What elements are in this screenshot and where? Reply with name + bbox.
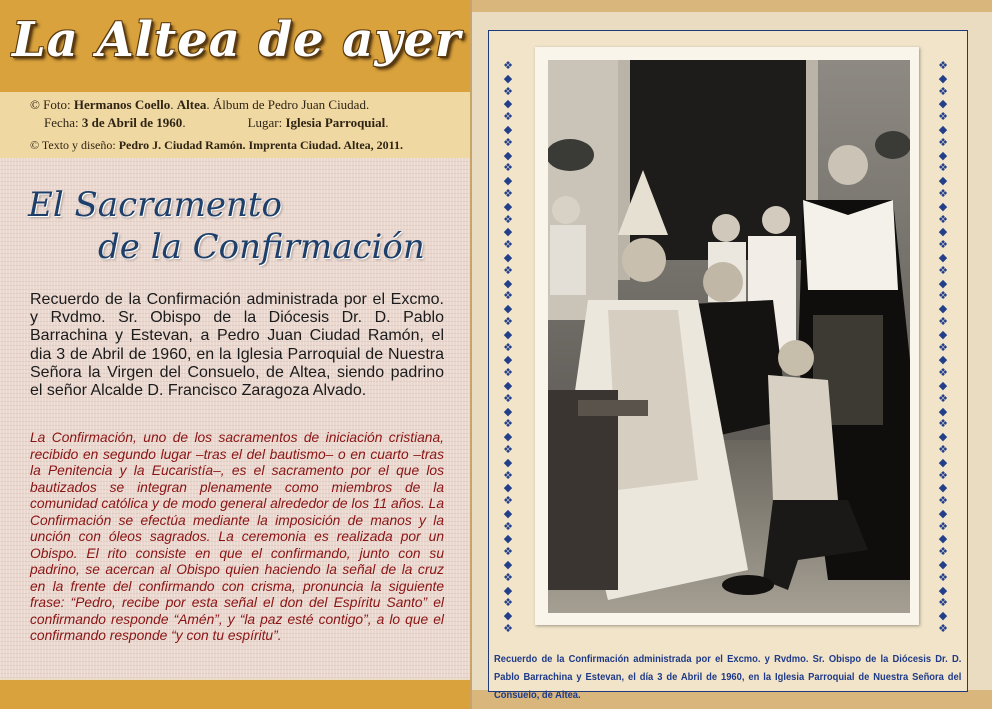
text-design-credit-line: © Texto y diseño: Pedro J. Ciudad Ramón. Imprenta Ciudad. Altea, 2011. <box>30 138 403 152</box>
ornament-border-left: ❖ ◆ ❖ ◆ ❖ ◆ ❖ ◆ ❖ ◆ ❖ ◆ ❖ ◆ ❖ ◆ ❖ ◆ ❖ ◆ ❖ ◆ ❖ ◆ ❖ ◆ ❖ ◆ ❖ ◆ ❖ ◆ ❖ ◆ ❖ ◆ ❖ ◆ ❖ ◆ ❖ ◆ ❖ ◆ ❖ <box>503 59 513 636</box>
page-title: La Altea de ayer <box>12 12 462 68</box>
date-location-line: Fecha: 3 de Abril de 1960. Lugar: Iglesia Parroquial. <box>44 115 389 130</box>
photo-card-caption: Recuerdo de la Confirmación administrada por el Excmo. y Rvdmo. Sr. Obispo de la Diócesis Dr. D. Pablo Barrachina y Estevan, el día 3 de Abril de 1960, en la Iglesia Parroquial de Nuestra Señora del Consuelo, de Altea. <box>494 654 962 701</box>
panel-divider <box>470 0 472 709</box>
photo-credit-line: © Foto: Hermanos Coello. Altea. Álbum de Pedro Juan Ciudad. <box>30 97 370 112</box>
bottom-bar <box>0 680 470 709</box>
article-intro-paragraph: Recuerdo de la Confirmación administrada por el Excmo. y Rvdmo. Sr. Obispo de la Diócesis Dr. D. Pablo Barrachina y Estevan, a Pedro Juan Ciudad Ramón, el dia 3 de Abril de 1960, en la Iglesia Parroquial de Nuestra Señora la Virgen del Consuelo, de Altea, siendo padrino el señor Alcalde D. Francisco Zaragoza Alvado. <box>30 291 444 400</box>
article-body-paragraph: La Confirmación, uno de los sacramentos de iniciación cristiana, recibido en segundo lugar –tras el del bautismo– o en cuarto –tras la Penitencia y la Eucaristía–, es el sacramento por el que los bautizados se integran plenamente como miembros de la comunidad católica y de modo general alrededor de los 11 años. La Confirmación se efectúa mediante la imposición de manos y la unción con óleos sagrados. La ceremonia es realizada por un Obispo. El rito consiste en que el confirmando, junto con su padrino, se acercan al Obispo quien haciendo la señal de la cruz en la frente del confirmando con crisma, pronuncia la siguiente frase: “Pedro, recibe por esta señal el don del Espíritu Santo” el confirmando responde “Amén”, y “la paz esté contigo”, a lo que el confirmando responde “y con tu espíritu”. <box>30 430 444 643</box>
article-heading-line2: de la Confirmación <box>98 227 425 267</box>
confirmation-photo <box>548 60 910 613</box>
ornament-border-right: ❖ ◆ ❖ ◆ ❖ ◆ ❖ ◆ ❖ ◆ ❖ ◆ ❖ ◆ ❖ ◆ ❖ ◆ ❖ ◆ ❖ ◆ ❖ ◆ ❖ ◆ ❖ ◆ ❖ ◆ ❖ ◆ ❖ ◆ ❖ ◆ ❖ ◆ ❖ ◆ ❖ ◆ ❖ ◆ ❖ <box>938 59 948 636</box>
right-top-band <box>470 0 992 12</box>
photo-illustration <box>548 60 910 613</box>
article-heading-line1: El Sacramento <box>28 185 283 225</box>
